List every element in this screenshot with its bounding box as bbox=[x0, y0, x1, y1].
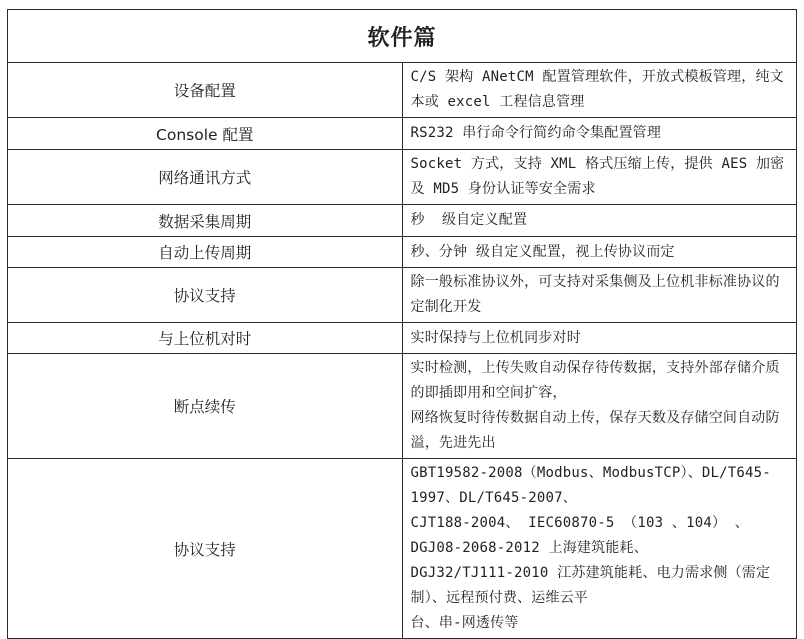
row-value: Socket 方式，支持 XML 格式压缩上传，提供 AES 加密及 MD5 身份认证等安全需求 bbox=[402, 150, 797, 205]
row-value: 实时检测，上传失败自动保存待传数据，支持外部存储介质的即插即用和空间扩容， 网络恢复时待传数据自动上传，保存天数及存储空间自动防溢，先进先出 bbox=[402, 354, 797, 459]
row-value: 秒、分钟 级自定义配置，视上传协议而定 bbox=[402, 237, 797, 268]
table-row bbox=[8, 118, 797, 150]
table-row bbox=[8, 354, 797, 459]
row-value: 实时保持与上位机同步对时 bbox=[402, 323, 797, 354]
row-label: 协议支持 bbox=[8, 268, 403, 323]
row-value: 除一般标准协议外，可支持对采集侧及上位机非标准协议的定制化开发 bbox=[402, 268, 797, 323]
row-value: 秒 级自定义配置 bbox=[402, 205, 797, 237]
row-label: 网络通讯方式 bbox=[8, 150, 403, 205]
row-label: Console 配置 bbox=[8, 118, 403, 150]
table-row bbox=[8, 150, 797, 205]
row-label: 断点续传 bbox=[8, 354, 403, 459]
row-value: RS232 串行命令行简约命令集配置管理 bbox=[402, 118, 797, 150]
table-row bbox=[8, 237, 797, 268]
row-label: 与上位机对时 bbox=[8, 323, 403, 354]
row-label: 设备配置 bbox=[8, 63, 403, 118]
title-row bbox=[8, 10, 797, 63]
table-row bbox=[8, 268, 797, 323]
row-label: 数据采集周期 bbox=[8, 205, 403, 237]
row-label: 协议支持 bbox=[8, 459, 403, 639]
table-row bbox=[8, 205, 797, 237]
table-row bbox=[8, 323, 797, 354]
row-label: 自动上传周期 bbox=[8, 237, 403, 268]
row-value: C/S 架构 ANetCM 配置管理软件，开放式模板管理，纯文本或 excel 工程信息管理 bbox=[402, 63, 797, 118]
table-row bbox=[8, 63, 797, 118]
row-value: GBT19582-2008（Modbus、ModbusTCP）、DL/T645-1997、DL/T645-2007、 CJT188-2004、 IEC60870-5 （103 、104） 、DGJ08-2068-2012 上海建筑能耗、 DGJ32/TJ111-2010 江苏建筑能耗、电力需求侧（需定制）、远程预付费、运维云平 台、串-网透传等 bbox=[402, 459, 797, 639]
table-title: 软件篇 bbox=[8, 10, 797, 63]
table-row bbox=[8, 459, 797, 639]
software-spec-table bbox=[7, 9, 797, 639]
